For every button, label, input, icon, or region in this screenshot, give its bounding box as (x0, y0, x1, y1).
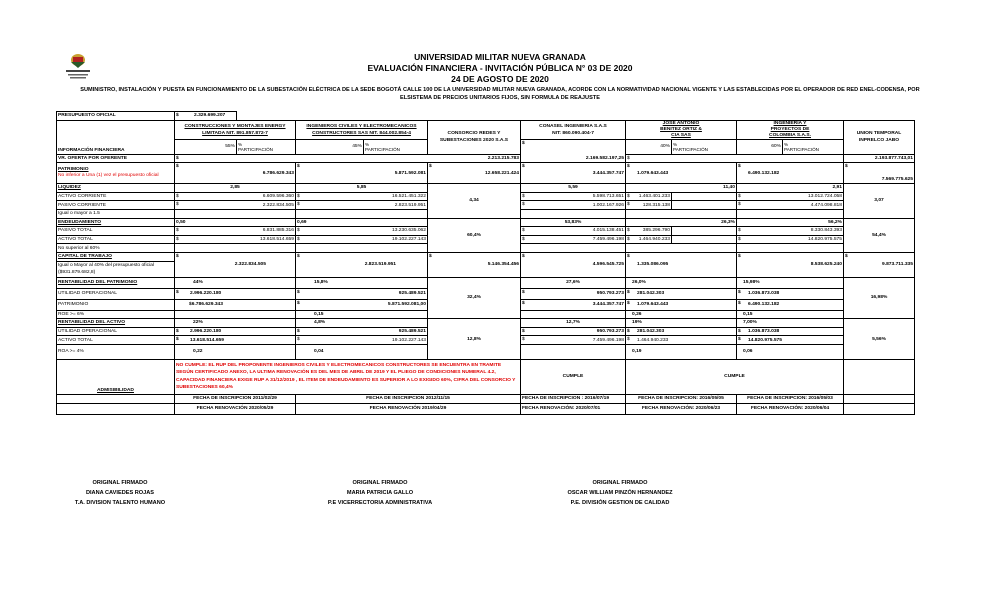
ipc-header: INGENIERIA Y PROYECTOS DE COLOMBIA S.A.S. (737, 120, 844, 139)
capital-conasel: $ 4.596.545.725 (521, 252, 626, 277)
rentpat-cons: 32,4% (428, 277, 521, 319)
proponents-header-row (57, 120, 915, 139)
evaluation-date: 24 DE AGOSTO DE 2020 (451, 74, 549, 84)
presupuesto-row (57, 112, 915, 121)
conasel-oferta: $ 2.169.582.197,25 (522, 140, 624, 162)
roa-row: ROA >= 4% 0,22 0,04 0,19 0,06 (57, 344, 915, 359)
capital-ipc: $ 8.538.625.240 (737, 252, 844, 277)
participation-row: 55% % PARTICIPACIÓN 45% % PARTICIPACIÓN $ 2.169.582.197,25 40% % PARTICIPACIÓN 60% % PARTICIPACIÓN (57, 139, 915, 154)
roe-row: ROE >= 6% 0,15 0,26 0,15 (57, 310, 915, 319)
rentact-row: RENTABILIDAD DEL ACTIVO 22% 4,8% 12,8% 12,7% 19% 7,00% 5,56% (57, 319, 915, 328)
union-header: UNION TEMPORAL INPRELCO JABO (844, 120, 915, 154)
liquidez-cons: 4,34 (428, 184, 521, 218)
p1-header: CONSTRUCCIONES Y MONTAJES ENERGY LIMITADA NIT. 891.857.872-7 (175, 120, 296, 139)
contract-description: SUMINISTRO, INSTALACIÓN Y PUESTA EN FUNCIONAMIENTO DE LA SUBESTACIÓN ELÉCTRICA DE LA SEDE BOGOTÁ CALLE 100 DE LA UNIVERSIDAD MILITAR NUEVA GRANADA, ACORDE CON LA NORMATIVIDAD NACIONAL VIGENTE Y LAS ESTABLECIDAS POR EL OPERADOR DE RED ENEL-CODENSA, POR ELSISTEMA DE PRECIOS UNITARIOS FIJOS, SIN FORMULA DE REAJUSTE (80, 87, 920, 101)
union-cumple: CUMPLE (626, 359, 844, 394)
patrimonio-note: No inferior a Una (1) vez el presupuesto oficial (58, 173, 159, 179)
liquidez-row: LIQUIDEZ 2,85 5,85 4,34 5,59 11,40 2,91 3,07 (57, 184, 915, 193)
info-label: INFORMACIÓN FINANCIERA (57, 120, 175, 154)
presupuesto-label: PRESUPUESTO OFICIAL (57, 112, 175, 121)
rentpat-row: RENTABILIDAD DEL PATRIMONIO 44% 15,8% 32,4% 27,6% 26,0% 15,98% 16,98% (57, 277, 915, 288)
university-title: UNIVERSIDAD MILITAR NUEVA GRANADA (414, 52, 586, 62)
jab-header: JOSE ANTONIO BENITEZ ORTIZ & CIA SAS (626, 120, 737, 139)
ipc-participation: 60% (737, 139, 783, 154)
liquidez-union: 3,07 (844, 184, 915, 218)
endeudamiento-cons: 60,4% (428, 218, 521, 252)
signature-3: ORIGINAL FIRMADO OSCAR WILLIAM PINZÓN HERNANDEZ P.E. DIVISIÓN GESTION DE CALIDAD (567, 480, 673, 506)
no-cumple-note: NO CUMPLE: EL RUP DEL PROPONENTE INGENIEROS CIVILES Y ELECTROMECANICOS CONSTRUCTORES SE ENCUENTRA EN TRAMITE SEGÚN CERTIFICADO ANEXO, LA ULTIMA RENOVACIÓN ES DEL MES DE ABRIL DE 2019 Y EL PLIEGO DE CONDICIONES NUMERAL 4.2, CAPACIDAD FINANCIERA EXIGE RUP A 31/12/2019 , EL ITEM DE ENDEUDAMIENTO ES SUPERIOR A LO EXIGIDO 60%, CIFRA DEL CONSORCIO Y SUBESTACIONES 60,4% (175, 359, 521, 394)
oferta-label: VR. OFERTA POR OFERENTE (57, 154, 175, 163)
endeudamiento-label: ENDEUDAMIENTO (57, 218, 175, 227)
patrimonio-union: $ 7.569.775.625 (845, 164, 913, 183)
admisibilidad-label: ADMISIBILIDAD (57, 359, 175, 394)
capital-union: $ 9.873.711.335 (844, 252, 915, 277)
pasivo-total-row: PASIVO TOTAL $ 6.831.885.316 $ 13.230.635.062 $ 4.015.138.451 $ 385.296.790 $ 8.330.843.393 (58, 228, 842, 234)
patrimonio-p1: $ 6.786.629.343 (175, 163, 296, 184)
patrimonio-conasel: $ 3.444.357.747 (521, 163, 626, 184)
liquidez-label: LIQUIDEZ (57, 184, 175, 193)
union-oferta: 2.193.877.743,01 (844, 154, 915, 163)
endeudamiento-req-row: No superior al 60% (57, 244, 915, 253)
signature-1: ORIGINAL FIRMADO DIANA CAVIEDES ROJAS T.A. DIVISION TALENTO HUMANO (74, 480, 166, 506)
p1-participation: 55% (175, 139, 237, 154)
oferta-row: VR. OFERTA POR OFERENTE $ 2.213.215.783 $ 2.193.877.743,01 (58, 155, 913, 161)
capital-p1: $ 2.322.834.505 (175, 252, 296, 277)
utilidad-row: UTILIDAD OPERACIONAL $ 2.996.220.180 $ 925.489.521 $ 950.793.273 $ 281.042.303 $ 1.036.873.038 (57, 288, 915, 299)
consorcio-oferta: $ 2.213.215.783 (176, 155, 519, 161)
evaluation-title: EVALUACIÓN FINANCIERA - INVITACIÓN PÚBLICA N° 03 DE 2020 (367, 63, 633, 73)
activo-total-row: ACTIVO TOTAL $ 13.618.514.659 $ 19.102.227.143 $ 7.459.496.198 $ 1.464.940.233 $ 14.820.975.575 (58, 236, 842, 243)
capital-cons: $ 5.146.354.456 (428, 252, 521, 277)
conasel-header: CONASEL INGENIERIA S.A.S NIT: 860.090.404-7 (521, 120, 626, 139)
consorcio-header: CONSORCIO REDES Y SUBESTACIONES 2020 S.A.S (428, 120, 521, 154)
pasivo-corriente-row: PASIVO CORRIENTE $ 2.322.834.505 $ 2.823.519.951 $ 1.002.167.926 $ 128.315.138 $ 4.474.098.818 (58, 202, 842, 208)
rentact-cons: 12,8% (428, 319, 521, 360)
capital-req-row: Igual o Mayor al 40% del presupuesto oficial ($931.879.682,8) (57, 261, 915, 277)
patrimonio-cons: $ 12.658.221.424 (428, 163, 521, 184)
conasel-cumple: CUMPLE (521, 359, 626, 394)
rentact-label: RENTABILIDAD DEL ACTIVO (57, 319, 175, 328)
financial-evaluation-table (56, 111, 915, 415)
capital-label: CAPITAL DE TRABAJO (57, 252, 175, 261)
endeudamiento-union: 54,4% (844, 218, 915, 252)
presupuesto-value: $ 2.329.699.207 (175, 112, 237, 121)
p2-header: INGENIEROS CIVILES Y ELECTROMECANICOS CONSTRUCTORES SAS NIT. 844.002.854-4 (296, 120, 428, 139)
endeudamiento-row: ENDEUDAMIENTO 0,50 0,69 60,4% 53,83% 26,3% 56,2% 54,4% (57, 218, 915, 227)
capital-p2: $ 2.823.519.951 (296, 252, 428, 277)
rentpat-label: RENTABILIDAD DEL PATRIMONIO (57, 277, 175, 288)
inscripcion-row: FECHA DE INSCRIPCION 2011/02/29 FECHA DE INSCRIPCION 2012/11/15 FECHA DE INSCRIPCION : 2016/07/19 FECHA DE INSCRIPCION: 2016/05/05 FECHA DE INSCRIPCION: 2016/05/03 (57, 394, 915, 403)
patrimonio-row (57, 163, 915, 184)
utilidad2-row: UTILIDAD OPERACIONAL $ 2.996.220.180 $ 925.489.521 $ 950.793.273 $ 281.042.303 $ 1.036.873.038 (57, 327, 915, 336)
liquidez-req-row: Igual o mayor a 1.5 (57, 209, 915, 218)
patrimonio-detail-row: PATRIMONIO $6.786.629.343 $ 5.871.592.081,00 $ 3.444.357.747 $ 1.079.643.443 $ 6.490.132.182 (57, 299, 915, 310)
capital-label-row (57, 252, 915, 261)
renovacion-row: FECHA RENOVACIÓN 2020/05/29 FECHA RENOVACIÓN 2019/04/29 FECHA RENOVACIÓN: 2020/07/01 FECHA RENOVACIÓN: 2020/06/23 FECHA RENOVACIÓN: 2020/06/04 (57, 403, 915, 414)
signature-2: ORIGINAL FIRMADO MARIA PATRICIA GALLO P.E VICERRECTORIA ADMINISTRATIVA (327, 480, 433, 506)
activo-corriente-row: ACTIVO CORRIENTE $ 6.609.596.360 $ 16.521.451.322 $ 5.598.713.651 $ 1.463.401.233 $ 13.012.724.058 (58, 193, 842, 200)
activo-total2-row: ACTIVO TOTAL $ 13.618.514.659 $ 19.102.227.143 $ 7.459.496.198 $ 1.464.940.233 $ 14.820.975.575 (57, 336, 915, 345)
patrimonio-p2: $ 5.871.592.081 (296, 163, 428, 184)
patrimonio-jab: $ 1.079.643.443 (626, 163, 737, 184)
patrimonio-label: PATRIMONIO (58, 167, 89, 173)
admisibilidad-row (57, 359, 915, 394)
rentact-union: 5,56% (844, 319, 915, 360)
patrimonio-ipc: $ 6.490.132.182 (737, 163, 844, 184)
rentpat-union: 16,98% (844, 277, 915, 319)
p2-participation: 45% (296, 139, 364, 154)
capital-jab: $ 1.335.086.095 (626, 252, 737, 277)
jab-participation: 40% (626, 139, 672, 154)
